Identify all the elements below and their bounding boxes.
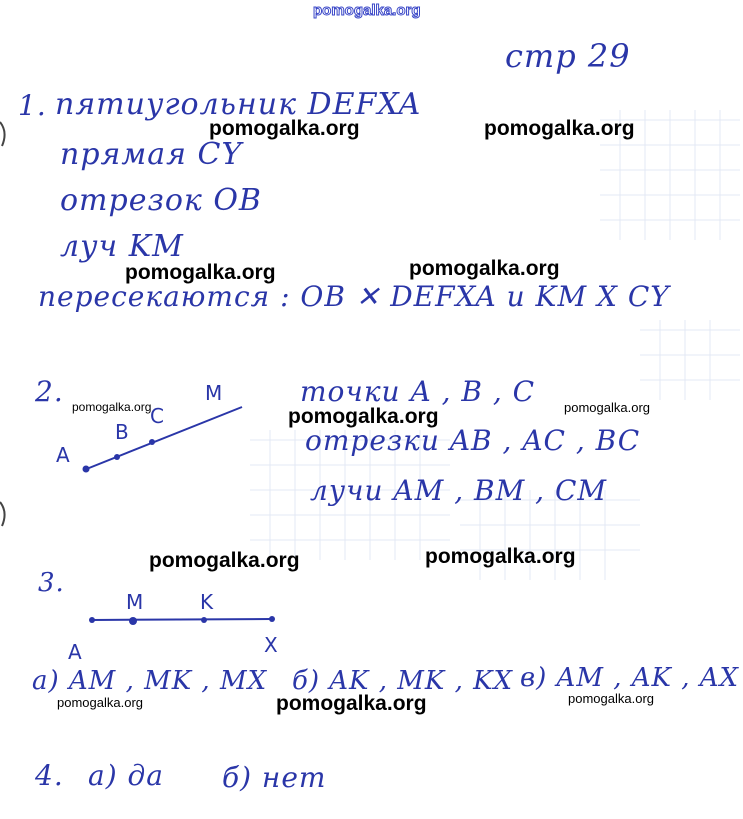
watermark-small: pomogalka.org — [72, 400, 152, 414]
task3-answer-c: в) AM , AK , AX — [520, 663, 740, 693]
label-a: A — [56, 443, 70, 467]
task4-answer-a: а) да — [88, 759, 164, 792]
label-x: X — [264, 633, 278, 657]
watermark: pomogalka.org — [149, 549, 300, 572]
point-k — [201, 617, 207, 623]
watermark-small: pomogalka.org — [57, 695, 143, 710]
task2-segments: отрезки AB , AC , BC — [305, 424, 641, 457]
label-b: B — [115, 420, 129, 444]
label-k: K — [200, 590, 214, 614]
watermark: pomogalka.org — [288, 405, 439, 428]
task1-pentagon-line: пятиугольник DEFXA — [55, 87, 422, 122]
task2-rays: лучи AM , BM , CM — [310, 474, 608, 507]
task1-number: 1. — [18, 89, 47, 122]
watermark: pomogalka.org — [409, 257, 560, 280]
label-c: C — [150, 404, 164, 428]
watermark: pomogalka.org — [209, 117, 360, 140]
task2-number: 2. — [35, 375, 64, 408]
segment-line — [92, 619, 272, 620]
label-a: A — [68, 640, 82, 664]
task3-number: 3. — [38, 568, 65, 598]
watermark-top: pomogalka.org — [313, 2, 421, 19]
point-a — [89, 617, 95, 623]
watermark: pomogalka.org — [276, 692, 427, 715]
watermark: pomogalka.org — [125, 261, 276, 284]
watermark-small: pomogalka.org — [564, 400, 650, 415]
task4-number: 4. — [35, 759, 64, 792]
page-reference: стр 29 — [505, 37, 631, 75]
label-m: M — [126, 590, 144, 614]
watermark: pomogalka.org — [425, 545, 576, 568]
task3-answer-b: б) AK , MK , KX — [292, 666, 514, 696]
task1-ray-row: луч KM — [60, 229, 184, 264]
task1-intersections: пересекаются : OB ✕ DEFXA и KM X CY — [38, 280, 670, 313]
watermark: pomogalka.org — [484, 117, 635, 140]
task1-line-row: прямая CY — [60, 137, 243, 172]
task3-answer-a: а) AM , MK , MX — [32, 666, 268, 696]
watermark-small: pomogalka.org — [568, 691, 654, 706]
task2-points: точки A , B , C — [300, 375, 536, 408]
label-m: M — [205, 381, 223, 405]
point-m — [129, 617, 137, 625]
task4-answer-b: б) нет — [222, 761, 327, 794]
point-x — [269, 616, 275, 622]
task1-segment-row: отрезок OB — [60, 183, 262, 218]
